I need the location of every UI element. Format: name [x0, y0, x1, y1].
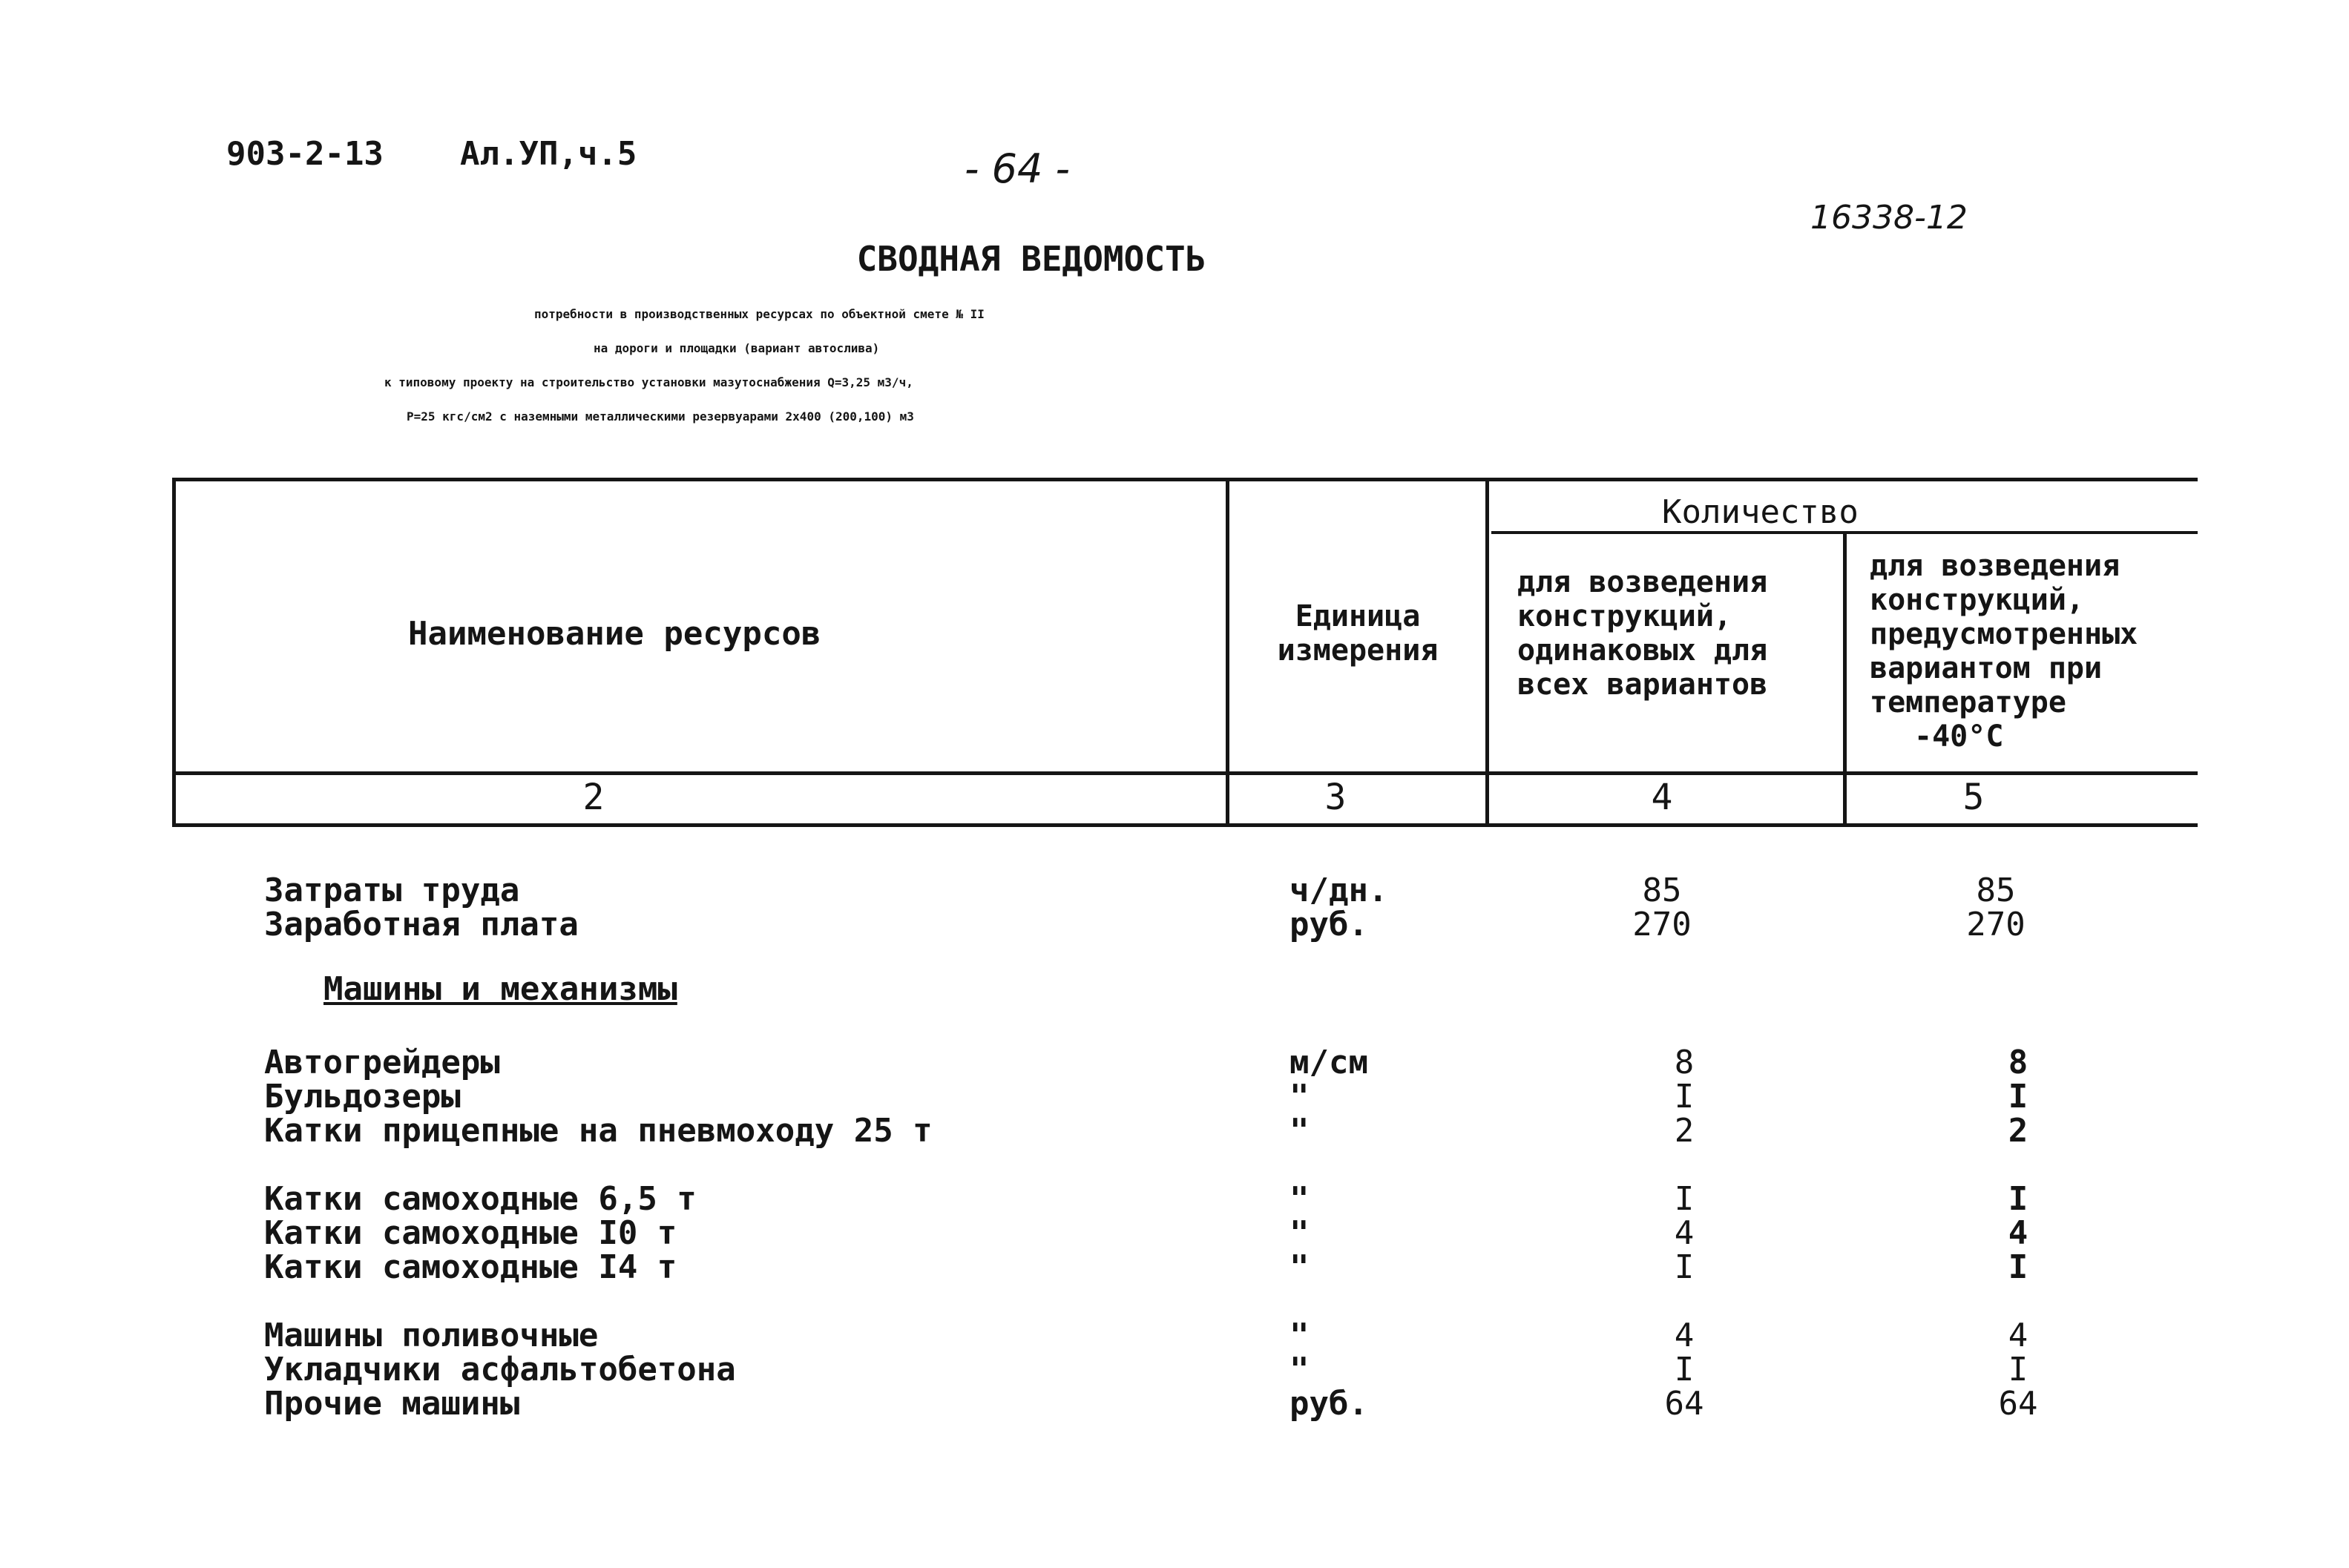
- resource-unit: ": [1290, 1248, 1310, 1286]
- resource-name: Укладчики асфальтобетона: [264, 1351, 736, 1389]
- col-number-5: 5: [1962, 777, 1985, 818]
- col-number-4: 4: [1651, 777, 1673, 818]
- subtitle-line-4: Р=25 кгс/см2 с наземными металлическими резервуарами 2х400 (200,100) м3: [407, 409, 914, 424]
- resource-name: Машины поливочные: [264, 1317, 599, 1354]
- col4-header: [1517, 565, 1767, 702]
- table-left-border: [172, 478, 176, 827]
- resource-name: Автогрейдеры: [264, 1044, 500, 1081]
- resource-name: Катки самоходные I0 т: [264, 1214, 677, 1252]
- machine-q5-group-3: [1944, 1319, 2092, 1421]
- col-number-3: 3: [1324, 777, 1347, 818]
- resource-unit: руб.: [1290, 906, 1368, 943]
- resource-unit: ": [1290, 1351, 1310, 1389]
- page-number: - 64 -: [965, 145, 1071, 192]
- labor-q5: [1922, 874, 2070, 942]
- resource-unit: ": [1290, 1180, 1310, 1218]
- table-row-labor: [264, 874, 579, 942]
- quantity-value: I: [1674, 1351, 1695, 1389]
- table-number-row-border: [172, 823, 2198, 827]
- resource-name: Бульдозеры: [264, 1078, 461, 1116]
- resource-unit: руб.: [1290, 1385, 1368, 1423]
- quantity-value: 8: [2008, 1044, 2028, 1081]
- quantity-value: I: [1674, 1180, 1695, 1218]
- quantity-value: 64: [1664, 1385, 1704, 1423]
- labor-units: [1290, 874, 1387, 942]
- quantity-value: 85: [1976, 872, 2016, 909]
- column-divider-4: [1843, 531, 1847, 827]
- quantity-value: 64: [1998, 1385, 2038, 1423]
- col-unit-header: [1232, 599, 1484, 668]
- quantity-value: I: [2008, 1180, 2028, 1218]
- col4-header-line: всех вариантов: [1517, 668, 1768, 702]
- resource-unit: ч/дн.: [1290, 872, 1388, 909]
- quantity-value: 270: [1966, 906, 2026, 943]
- resource-unit: ": [1290, 1078, 1310, 1116]
- resource-unit: м/см: [1290, 1044, 1368, 1081]
- quantity-value: 4: [2008, 1317, 2028, 1354]
- quantity-value: 4: [2008, 1214, 2028, 1252]
- col5-header-line: для возведения: [1870, 549, 2120, 583]
- quantity-value: 2: [1674, 1112, 1695, 1150]
- col4-header-line: одинаковых для: [1517, 633, 1768, 668]
- machine-rows-group-1: [264, 1046, 933, 1148]
- quantity-value: 4: [1674, 1214, 1695, 1252]
- col-unit-header-line: измерения: [1277, 633, 1439, 668]
- col4-header-line: конструкций,: [1517, 599, 1732, 633]
- col5-header-line: -40°С: [1914, 719, 2004, 754]
- quantity-value: I: [1674, 1078, 1695, 1116]
- machine-q4-group-1: [1610, 1046, 1758, 1148]
- quantity-value: 8: [1674, 1044, 1695, 1081]
- machine-units-group-1: [1290, 1046, 1368, 1148]
- subtitle-line-3: к типовому проекту на строительство установки мазутоснабжения Q=3,25 м3/ч,: [384, 375, 913, 389]
- subtitle-line-2: на дороги и площадки (вариант автослива): [594, 341, 880, 355]
- resource-unit: ": [1290, 1317, 1310, 1354]
- quantity-value: 270: [1632, 906, 1692, 943]
- col-qty-header: Количество: [1662, 493, 1859, 531]
- machine-units-group-3: [1290, 1319, 1368, 1421]
- col5-header-line: вариантом при: [1870, 651, 2103, 685]
- machine-rows-group-3: [264, 1319, 736, 1421]
- resource-name: Катки самоходные I4 т: [264, 1248, 677, 1286]
- quantity-value: 2: [2008, 1112, 2028, 1150]
- machine-units-group-2: [1290, 1182, 1310, 1285]
- machine-q4-group-2: [1610, 1182, 1758, 1285]
- quantity-value: 4: [1674, 1317, 1695, 1354]
- resource-unit: ": [1290, 1112, 1310, 1150]
- col5-header-line: конструкций,: [1870, 583, 2084, 617]
- resource-name: Катки самоходные 6,5 т: [264, 1180, 697, 1218]
- quantity-value: I: [2008, 1351, 2028, 1389]
- col-name-header: Наименование ресурсов: [408, 615, 821, 653]
- col4-header-line: для возведения: [1517, 565, 1768, 599]
- resource-name: Заработная плата: [264, 906, 579, 943]
- col-number-2: 2: [582, 777, 605, 818]
- col5-header: [1870, 549, 2138, 754]
- resource-name: Прочие машины: [264, 1385, 520, 1423]
- col5-header-line: предусмотренных: [1870, 617, 2138, 651]
- machine-q4-group-3: [1610, 1319, 1758, 1421]
- resource-name: Затраты труда: [264, 872, 520, 909]
- column-divider-3: [1485, 478, 1489, 827]
- section-title-machines: Машины и механизмы: [323, 970, 677, 1008]
- document-title: СВОДНАЯ ВЕДОМОСТЬ: [856, 239, 1206, 279]
- col5-header-line: температуре: [1870, 685, 2066, 719]
- subtitle-line-1: потребности в производственных ресурсах по объектной смете № II: [534, 307, 985, 321]
- machine-q5-group-2: [1944, 1182, 2092, 1285]
- machine-q5-group-1: [1944, 1046, 2092, 1148]
- resource-name: Катки прицепные на пневмоходу 25 т: [264, 1112, 933, 1150]
- document-code: 903-2-13: [226, 135, 384, 173]
- labor-q4: [1588, 874, 1736, 942]
- resource-unit: ": [1290, 1214, 1310, 1252]
- quantity-value: I: [2008, 1248, 2028, 1286]
- machine-rows-group-2: [264, 1182, 697, 1285]
- quantity-value: 85: [1642, 872, 1682, 909]
- column-divider-2: [1226, 478, 1229, 827]
- inventory-number: 16338-12: [1810, 199, 1968, 237]
- quantity-value: I: [2008, 1078, 2028, 1116]
- header-bottom-border: [172, 771, 2198, 775]
- album-reference: Ал.УП,ч.5: [460, 135, 637, 173]
- quantity-value: I: [1674, 1248, 1695, 1286]
- table-top-border: [172, 478, 2198, 481]
- col-unit-header-line: Единица: [1295, 599, 1421, 633]
